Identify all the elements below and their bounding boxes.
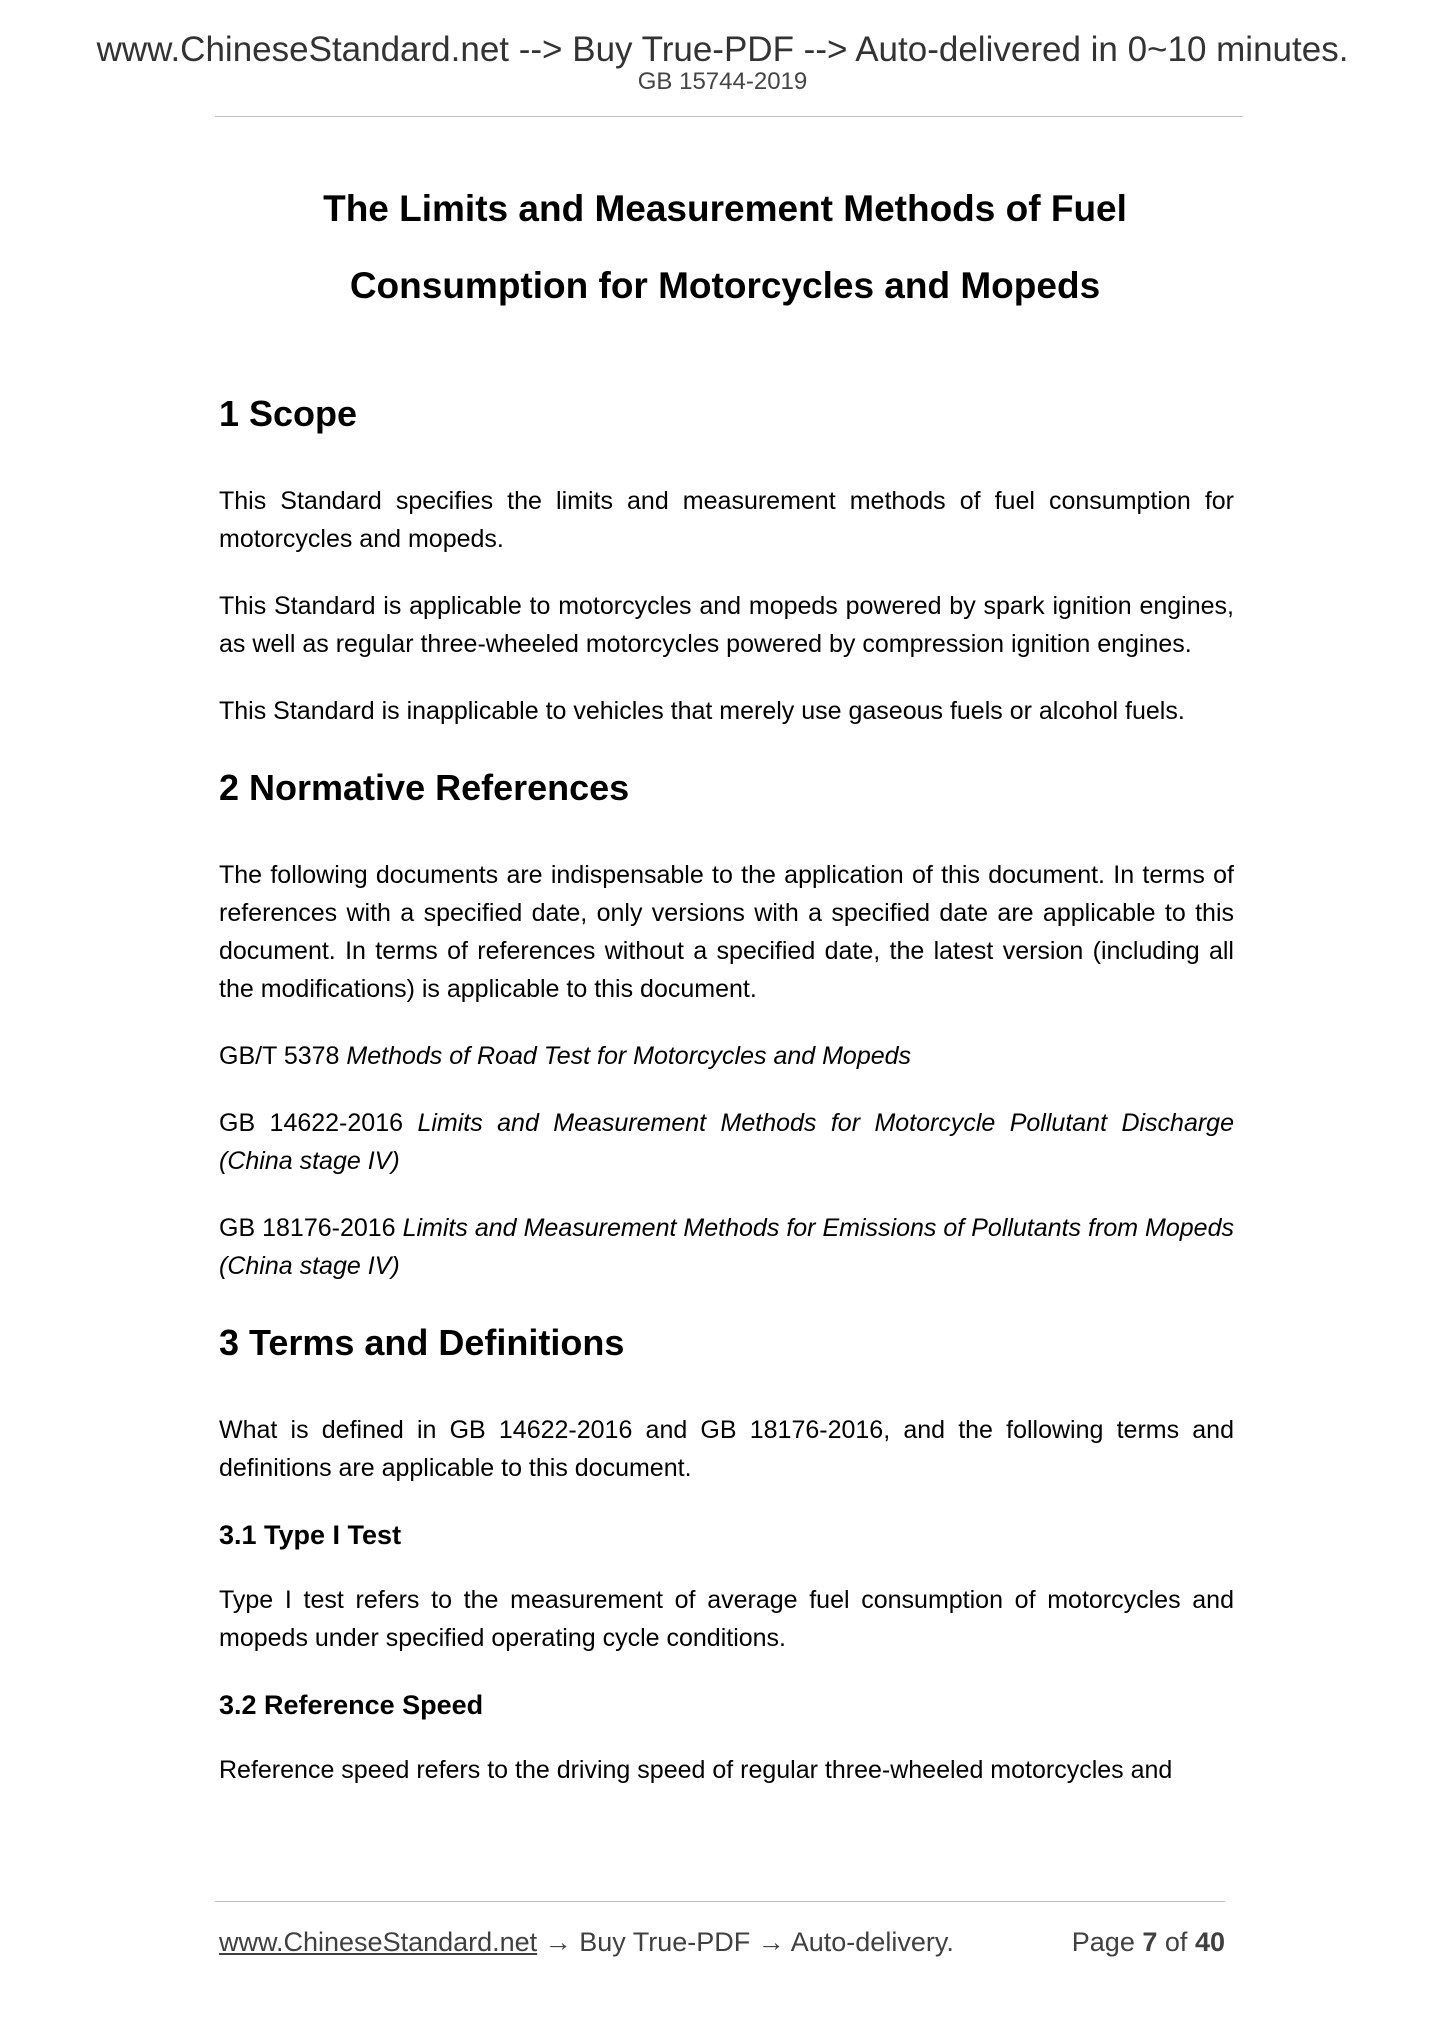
standard-number: GB 15744-2019 (637, 68, 808, 95)
reference-item (219, 1037, 1234, 1075)
section-heading-scope: 1 Scope (219, 393, 358, 434)
scope-paragraph-1: This Standard specifies the limits and measurement methods of fuel consumption for motorcycles and mopeds. (219, 487, 1234, 553)
scope-paragraph-2: This Standard is applicable to motorcycles and mopeds powered by spark ignition engines, as well as regular three-wheeled motorcycles powered by compression ignition engines. (219, 592, 1234, 658)
reference-code: GB 18176-2016 (219, 1214, 396, 1242)
normative-intro-paragraph: The following documents are indispensable to the application of this document. In terms of references with a specified date, only versions with a specified date are applicable to this document. In terms of references without a specified date, the latest version (including all the modifications) is applicable to this document. (219, 861, 1234, 1003)
subsection-heading-type-i-test: 3.1 Type I Test (219, 1520, 402, 1550)
page-of-label: of (1164, 1927, 1188, 1957)
reference-item (219, 1104, 1234, 1180)
site-banner: www.ChineseStandard.net --> Buy True-PDF --> Auto-delivered in 0~10 minutes. (96, 30, 1349, 69)
reference-title: Methods of Road Test for Motorcycles and Mopeds (346, 1042, 912, 1070)
type-i-test-definition: Type I test refers to the measurement of average fuel consumption of motorcycles and mopeds under specified operating cycle conditions. (219, 1586, 1234, 1652)
section-heading-terms-and-definitions: 3 Terms and Definitions (219, 1322, 625, 1363)
section-heading-normative-references: 2 Normative References (219, 767, 630, 808)
reference-title: Limits and Measurement Methods for Motorcycle Pollutant Discharge (China stage IV) (219, 1109, 1234, 1175)
footer-divider (215, 1901, 1225, 1902)
page-indicator (1072, 1925, 1225, 1959)
document-body (219, 392, 1234, 1789)
scope-paragraph-3: This Standard is inapplicable to vehicles that merely use gaseous fuels or alcohol fuels. (219, 697, 1185, 725)
footer-site-link[interactable]: www.ChineseStandard.net (219, 1927, 538, 1957)
reference-code: GB 14622-2016 (219, 1109, 404, 1137)
page-footer (219, 1925, 1225, 1959)
reference-item (219, 1209, 1234, 1285)
document-title (215, 170, 1235, 324)
terms-intro-paragraph: What is defined in GB 14622-2016 and GB 18176-2016, and the following terms and definitions are applicable to this document. (219, 1416, 1234, 1482)
document-title-line-1: The Limits and Measurement Methods of Fuel (323, 188, 1127, 229)
page-total: 40 (1194, 1927, 1225, 1957)
footer-delivery-text: → Buy True-PDF → Auto-delivery. (544, 1927, 954, 1957)
subsection-heading-reference-speed: 3.2 Reference Speed (219, 1690, 484, 1720)
reference-code: GB/T 5378 (219, 1042, 340, 1070)
page-current: 7 (1142, 1927, 1158, 1957)
reference-speed-definition: Reference speed refers to the driving speed of regular three-wheeled motorcycles and (219, 1756, 1173, 1784)
reference-title: Limits and Measurement Methods for Emissions of Pollutants from Mopeds (China stage IV) (219, 1214, 1234, 1280)
header-divider (215, 116, 1243, 117)
page-label: Page (1071, 1927, 1135, 1957)
document-title-line-2: Consumption for Motorcycles and Mopeds (349, 265, 1101, 306)
